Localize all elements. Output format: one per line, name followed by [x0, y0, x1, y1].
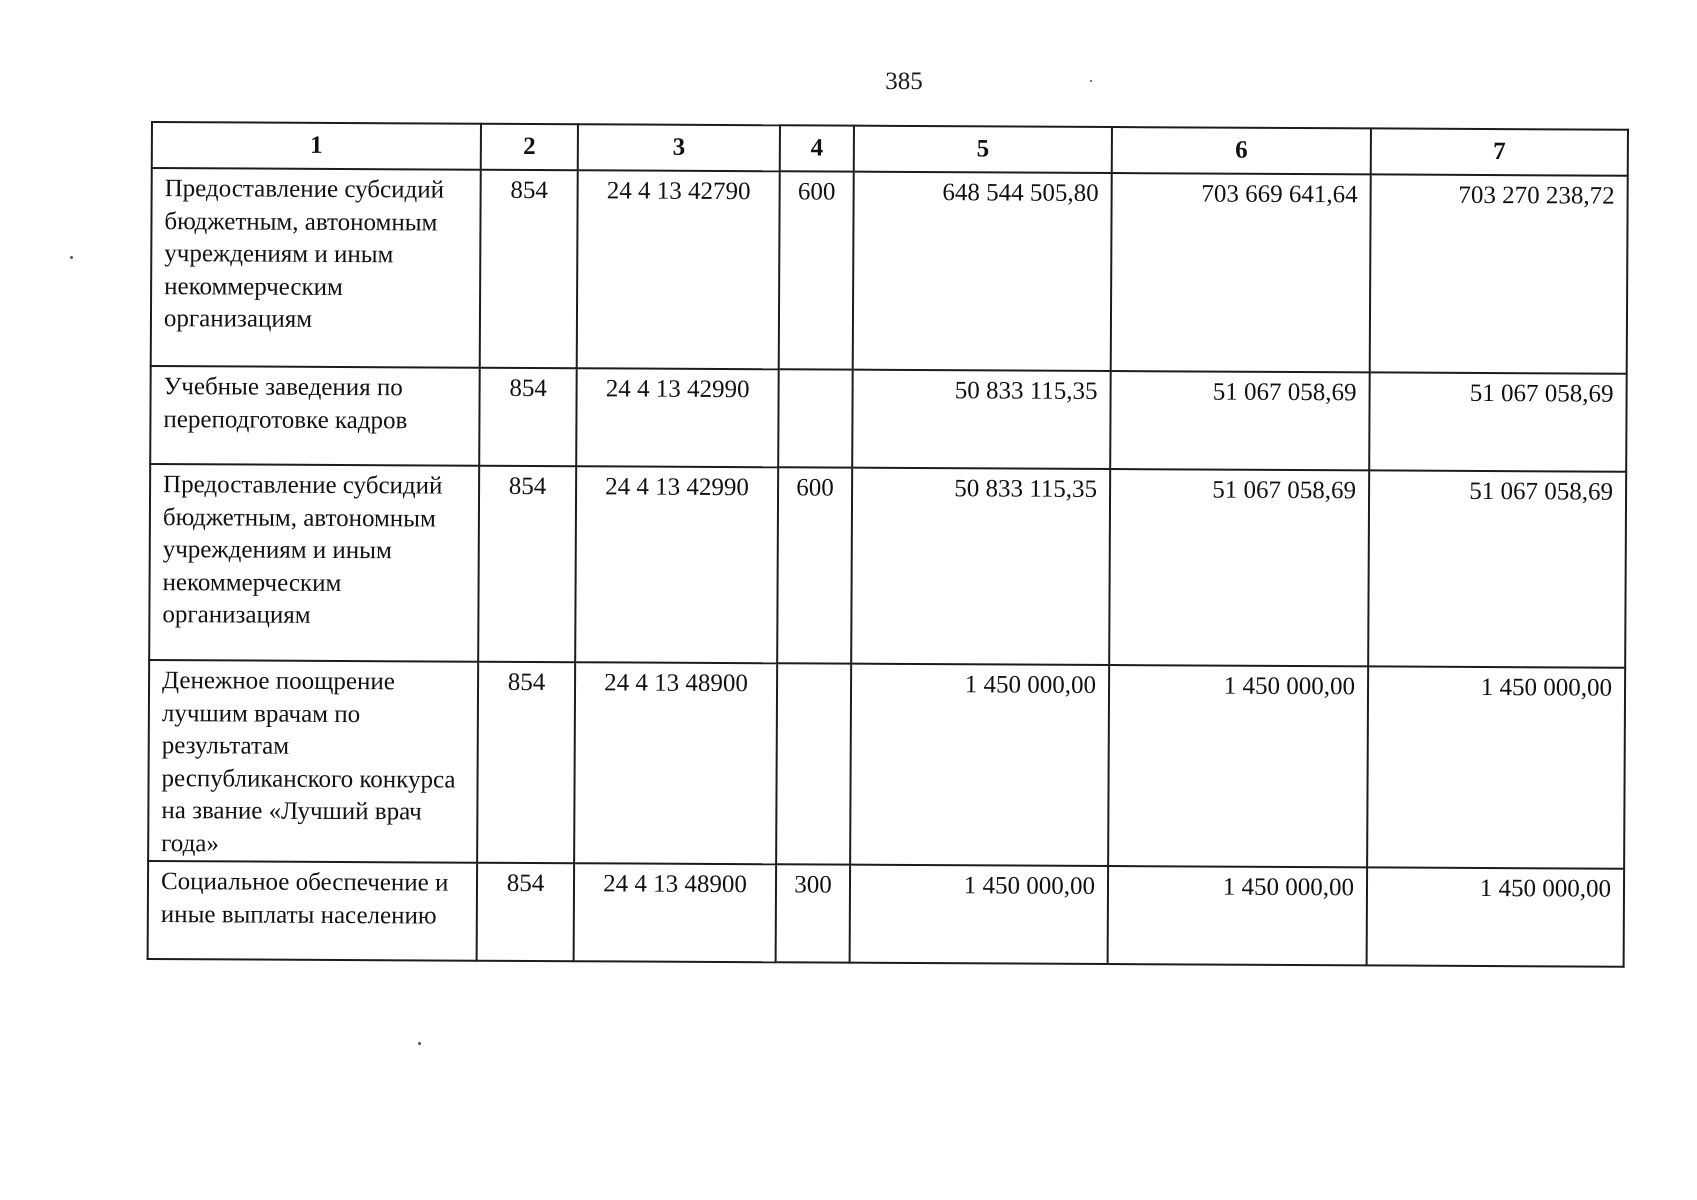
cell-amount-6: 51 067 058,69	[1109, 469, 1369, 666]
row-name: Денежное поощрение лучшим врачам по результатам республиканского конкурса на звание «Лучший врач года»	[148, 660, 478, 863]
row-name: Предоставление субсидий бюджетным, автономным учреждениям и иным некоммерческим организациям	[151, 168, 481, 368]
cell-amount-5: 648 544 505,80	[853, 172, 1112, 371]
cell-amount-5: 1 450 000,00	[850, 664, 1109, 866]
scan-speck	[418, 1042, 421, 1045]
cell-expense-type	[776, 663, 851, 864]
cell-amount-5: 1 450 000,00	[850, 865, 1109, 964]
row-name: Социальное обеспечение и иные выплаты населению	[148, 861, 478, 961]
cell-amount-7: 51 067 058,69	[1369, 372, 1627, 471]
cell-ministry-code: 854	[479, 368, 577, 467]
cell-expense-type: 600	[777, 467, 852, 663]
header-cell-7: 7	[1371, 128, 1628, 175]
cell-target-code: 24 4 13 48900	[574, 863, 777, 962]
budget-table	[147, 121, 1629, 968]
header-cell-4: 4	[780, 125, 854, 171]
cell-amount-7: 703 270 238,72	[1370, 174, 1628, 373]
cell-ministry-code: 854	[477, 662, 575, 864]
table-row	[148, 660, 1625, 869]
cell-target-code: 24 4 13 42990	[575, 466, 778, 663]
scan-speck	[1090, 80, 1092, 82]
cell-amount-5: 50 833 115,35	[852, 370, 1111, 469]
cell-ministry-code: 854	[478, 466, 576, 663]
cell-amount-6: 51 067 058,69	[1110, 371, 1370, 470]
cell-expense-type: 600	[779, 171, 854, 369]
cell-amount-7: 1 450 000,00	[1367, 666, 1625, 868]
cell-ministry-code: 854	[477, 863, 575, 962]
header-cell-3: 3	[578, 124, 780, 171]
cell-target-code: 24 4 13 42790	[577, 170, 780, 369]
header-cell-1: 1	[152, 122, 481, 170]
table-row	[148, 861, 1624, 967]
cell-amount-7: 1 450 000,00	[1367, 867, 1625, 966]
page-number: 385	[885, 68, 923, 95]
cell-amount-6: 1 450 000,00	[1108, 866, 1368, 965]
scan-speck	[70, 256, 73, 259]
cell-expense-type: 300	[776, 864, 851, 962]
table-row	[149, 464, 1626, 668]
cell-ministry-code: 854	[480, 170, 578, 369]
table-row	[150, 366, 1626, 472]
header-cell-5: 5	[854, 126, 1112, 173]
cell-amount-6: 1 450 000,00	[1108, 665, 1368, 867]
cell-amount-6: 703 669 641,64	[1111, 173, 1371, 372]
cell-amount-5: 50 833 115,35	[851, 468, 1110, 665]
cell-expense-type	[778, 369, 853, 467]
header-cell-2: 2	[481, 124, 578, 171]
header-cell-6: 6	[1112, 127, 1371, 174]
header-row	[152, 122, 1628, 176]
row-name: Учебные заведения по переподготовке кадров	[150, 366, 480, 466]
cell-amount-7: 51 067 058,69	[1368, 470, 1626, 667]
cell-target-code: 24 4 13 42990	[576, 368, 779, 467]
cell-target-code: 24 4 13 48900	[574, 662, 777, 864]
row-name: Предоставление субсидий бюджетным, автономным учреждениям и иным некоммерческим организациям	[149, 464, 479, 662]
table-row	[151, 168, 1628, 374]
